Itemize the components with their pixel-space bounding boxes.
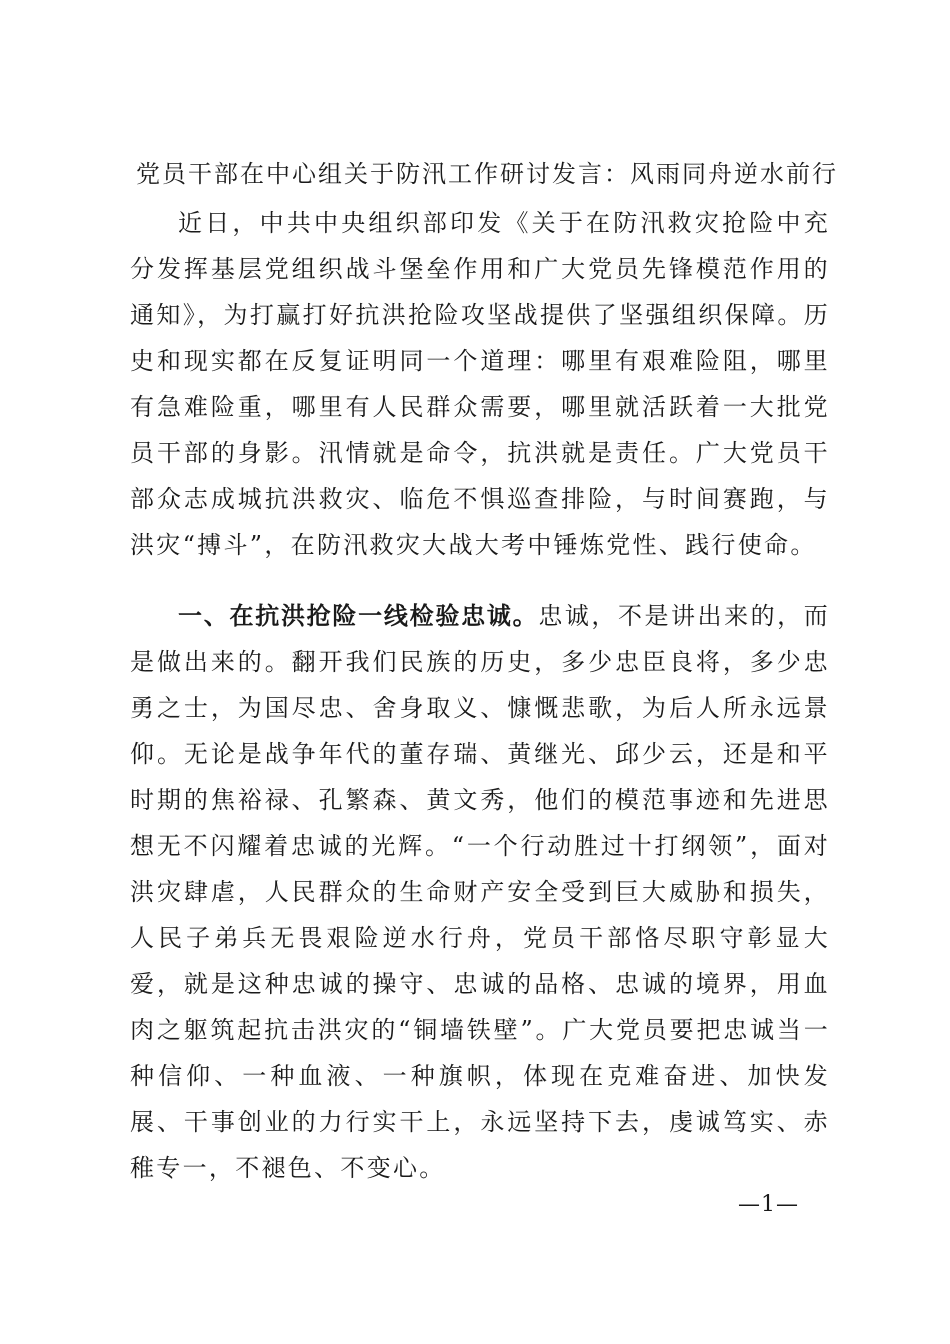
paragraph-intro <box>130 200 830 568</box>
section-one-text: 忠诚，不是讲出来的，而是做出来的。翻开我们民族的历史，多少忠臣良将，多少忠勇之士，为国尽忠、舍身取义、慷慨悲歌，为后人所永远景仰。无论是战争年代的董存瑞、黄继光、邱少云，还是和平时期的焦裕禄、孔繁森、黄文秀，他们的模范事迹和先进思想无不闪耀着忠诚的光辉。“一个行动胜过十打纲领”，面对洪灾肆虐，人民群众的生命财产安全受到巨大威胁和损失，人民子弟兵无畏艰险逆水行舟，党员干部恪尽职守彰显大爱，就是这种忠诚的操守、忠诚的品格、忠诚的境界，用血肉之躯筑起抗击洪灾的“铜墙铁壁”。广大党员要把忠诚当一种信仰、一种血液、一种旗帜，体现在克难奋进、加快发展、干事创业的力行实干上，永远坚持下去，虔诚笃实、赤稚专一，不褪色、不变心。 <box>130 602 830 1182</box>
paragraph-section-one <box>130 593 830 1191</box>
section-one-heading: 一、在抗洪抢险一线检验忠诚。 <box>178 602 539 630</box>
page-number: —1— <box>738 1192 799 1217</box>
paragraph-intro-text: 近日，中共中央组织部印发《关于在防汛救灾抢险中充分发挥基层党组织战斗堡垒作用和广大党员先锋模范作用的通知》，为打赢打好抗洪抢险攻坚战提供了坚强组织保障。历史和现实都在反复证明同一个道理：哪里有艰难险阻，哪里有急难险重，哪里有人民群众需要，哪里就活跃着一大批党员干部的身影。汛情就是命令，抗洪就是责任。广大党员干部众志成城抗洪救灾、临危不惧巡查排险，与时间赛跑，与洪灾“搏斗”，在防汛救灾大战大考中锤炼党性、践行使命。 <box>130 209 830 559</box>
document-title: 党员干部在中心组关于防汛工作研讨发言：风雨同舟逆水前行 <box>136 160 838 188</box>
